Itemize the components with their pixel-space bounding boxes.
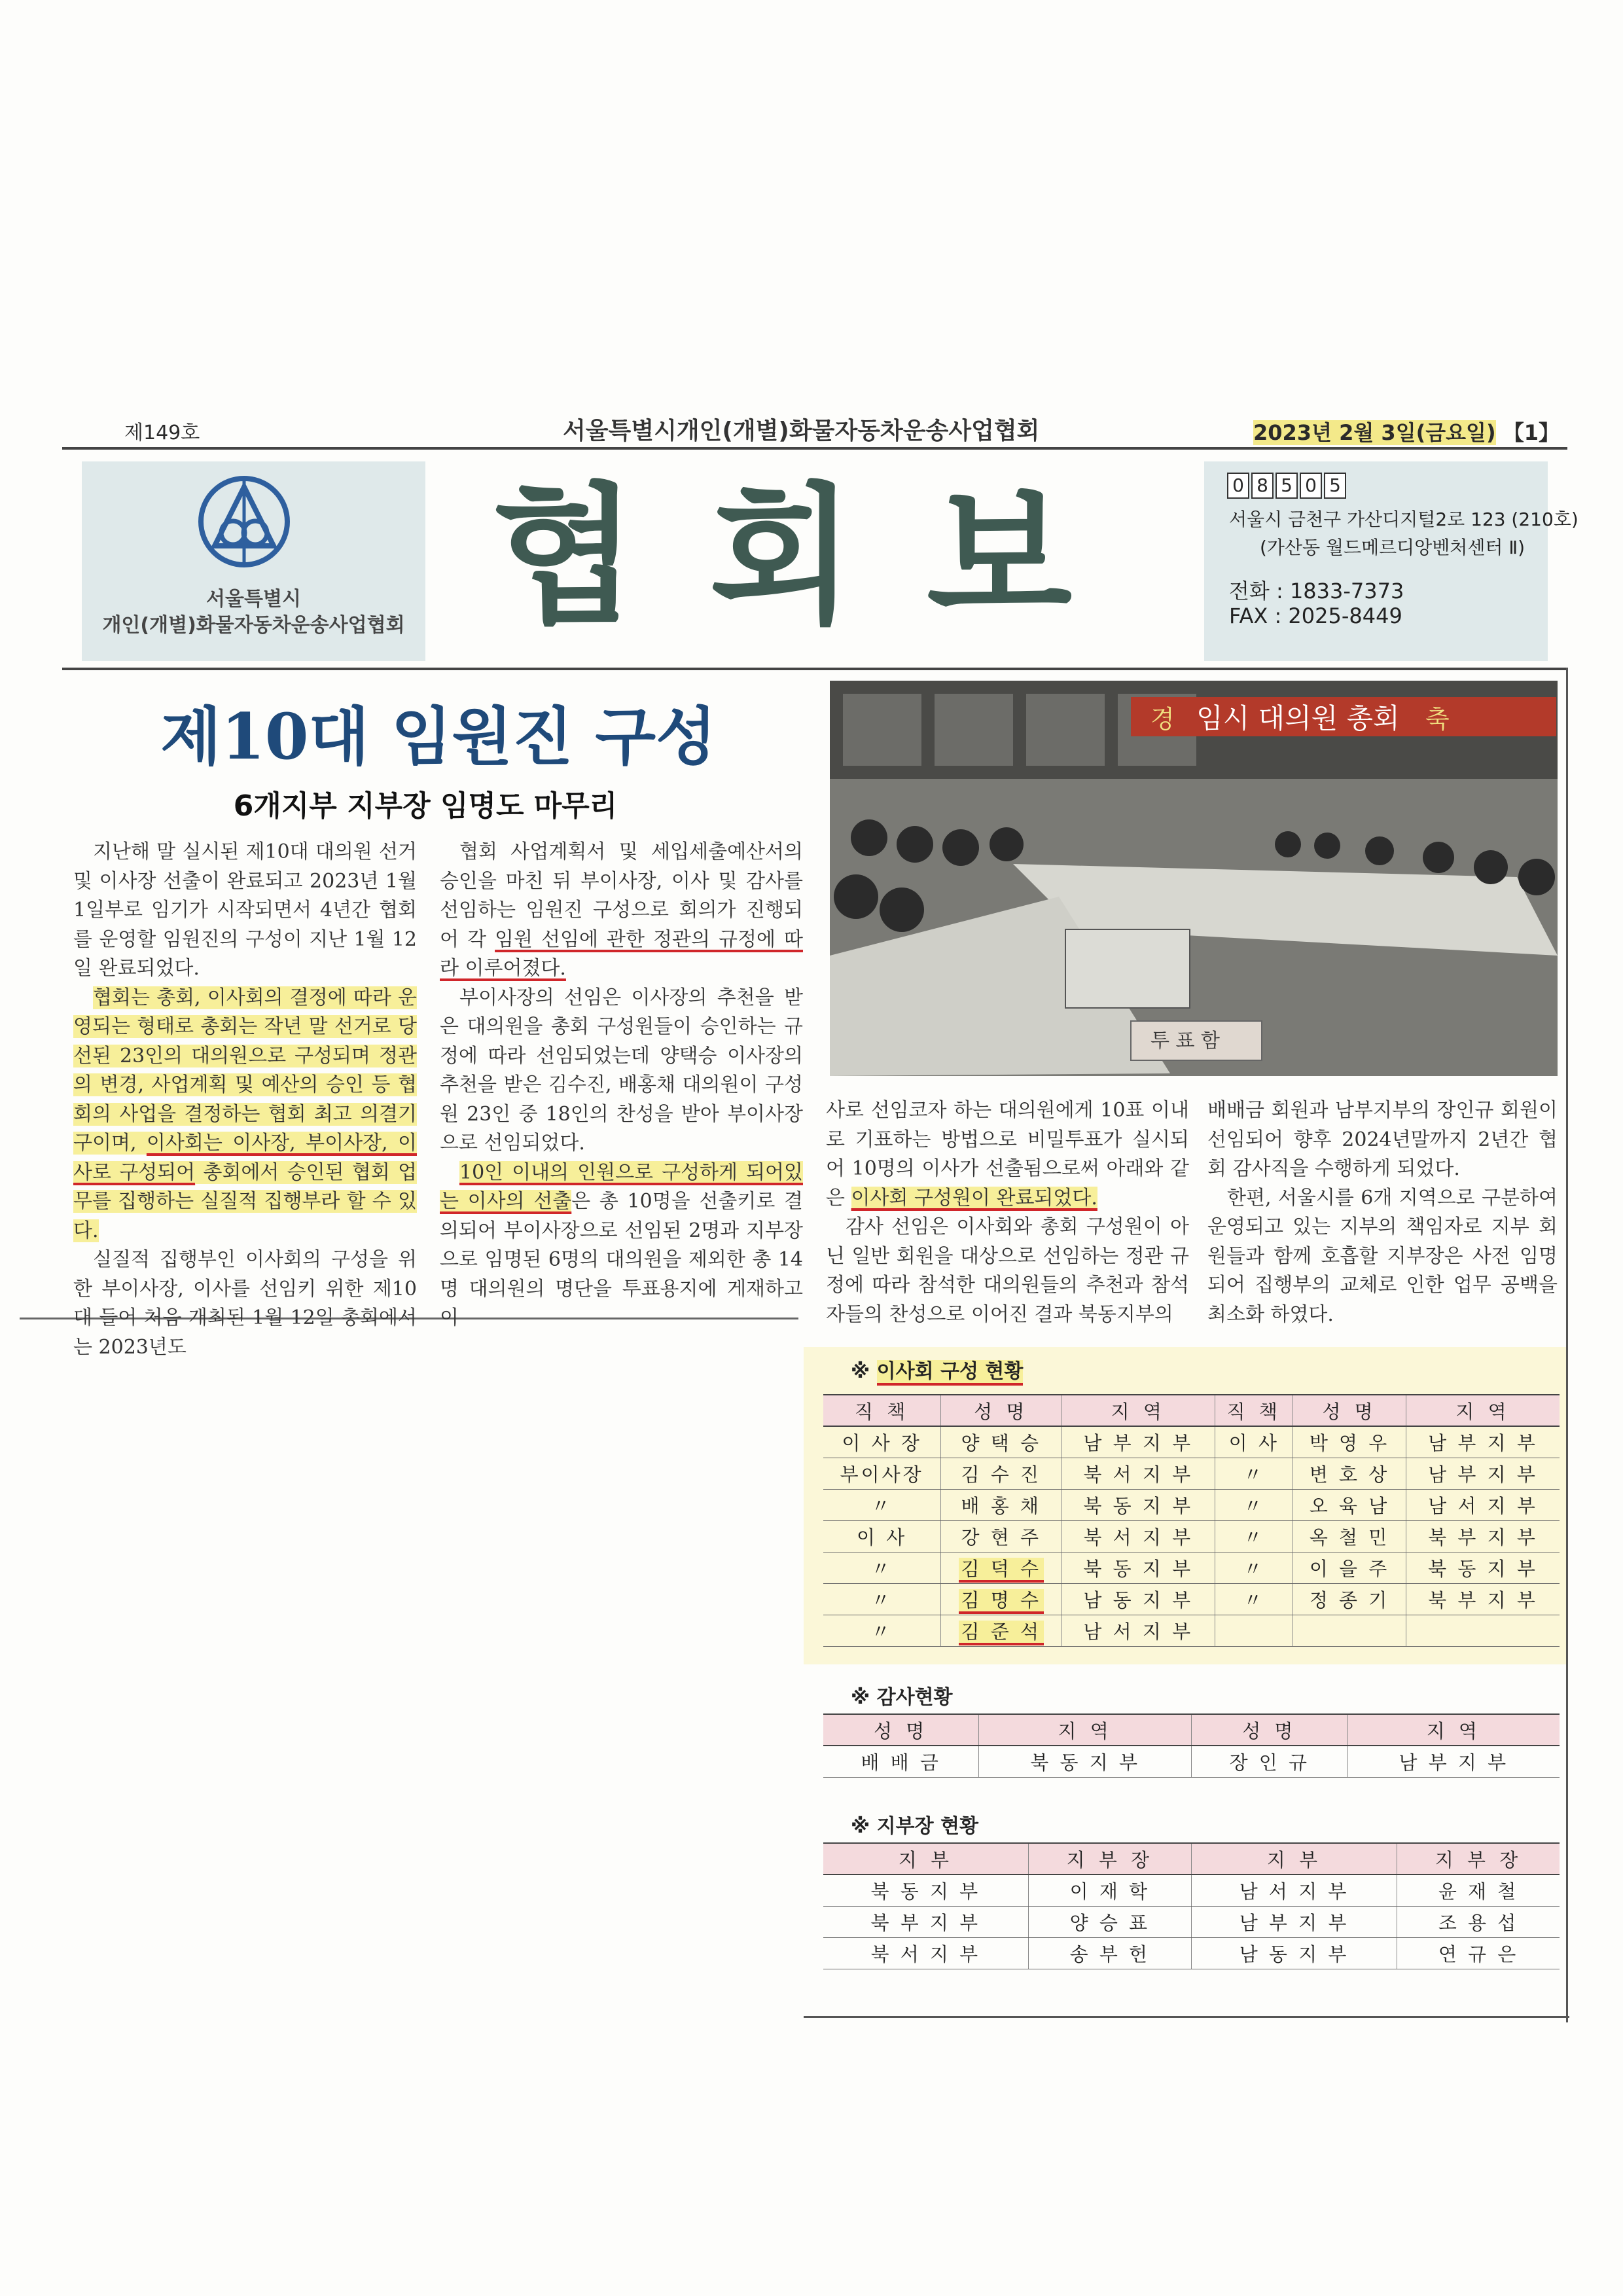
zip-code (1227, 473, 1346, 499)
audit-table-title: ※ 감사현황 (851, 1686, 953, 1709)
cell: 〃 (1215, 1521, 1293, 1552)
logo-caption-line1: 서울특별시 (206, 588, 301, 611)
top-rule (62, 447, 1567, 450)
title-prefix: ※ (851, 1360, 877, 1383)
cell: 북 동 지 부 (1061, 1552, 1215, 1584)
cell: 남 부 지 부 (1061, 1426, 1215, 1458)
cell: 남 부 지 부 (1406, 1458, 1560, 1490)
publisher-name: 서울특별시개인(개별)화물자동차운송사업협회 (563, 418, 1040, 444)
paragraph (440, 838, 803, 984)
paragraph: 부이사장의 선임은 이사장의 추천을 받은 대의원을 총회 구성원들이 승인하는 규정에 따라 선임되었는데 양택승 이사장의 추천을 받은 김수진, 배홍채 대의원이 구성원 23인 중 18인의 찬성을 받아 부이사장으로 선임되었다. (440, 986, 803, 1155)
paragraph: 지난해 말 실시된 제10대 대의원 선거 및 이사장 선출이 완료되고 2023년 1월 1일부로 임기가 시작되면서 4년간 협회를 운영할 임원진의 구성이 지난 1월 12일 완료되었다. (73, 840, 417, 980)
masthead-rule (62, 668, 1567, 670)
page-number: 【1】 (1503, 420, 1560, 445)
underlined-text: 이사회는 이사장, 부이사장, 이사로 구성되어 (73, 1132, 417, 1184)
cell: 북 동 지 부 (1061, 1490, 1215, 1521)
zip-digit: 0 (1300, 473, 1322, 499)
cell: 〃 (823, 1490, 941, 1521)
cell: 북 서 지 부 (1061, 1458, 1215, 1490)
col-header: 지 역 (1061, 1395, 1215, 1426)
article-column-2 (440, 838, 803, 1333)
cell: 이 사 장 (823, 1426, 941, 1458)
col-header: 직 책 (1215, 1395, 1293, 1426)
cell: 〃 (1215, 1552, 1293, 1584)
paragraph: 실질적 집행부인 이사회의 구성을 위한 부이사장, 이사를 선임키 위한 제10대 들어 처음 개최된 1월 12일 총회에서는 2023년도 (73, 1248, 417, 1359)
article-column-3 (826, 1096, 1189, 1329)
cell: 북 동 지 부 (979, 1746, 1192, 1778)
cell: 〃 (823, 1615, 941, 1647)
cell: 남 서 지 부 (1406, 1490, 1560, 1521)
table-header-row (823, 1714, 1560, 1746)
underlined-name: 김 준 석 (959, 1621, 1044, 1645)
cell: 이 사 (1215, 1426, 1293, 1458)
banner-left-char: 경 (1150, 705, 1175, 734)
table-row (823, 1874, 1560, 1907)
cell: 〃 (1215, 1490, 1293, 1521)
cell: 〃 (823, 1552, 941, 1584)
col-header: 지 역 (979, 1714, 1192, 1746)
banner-text: 임시 대의원 총회 (1196, 702, 1400, 734)
association-logo-icon (195, 473, 293, 571)
col-header: 성 명 (1191, 1714, 1347, 1746)
cell: 북 동 지 부 (823, 1874, 1028, 1907)
logo-caption-line2: 개인(개별)화물자동차운송사업협회 (102, 614, 405, 637)
right-column-rule (1566, 668, 1568, 2022)
col-header: 성 명 (1293, 1395, 1406, 1426)
cell: 배 홍 채 (941, 1490, 1061, 1521)
cell: 연 규 은 (1397, 1938, 1560, 1969)
table-header-row (823, 1843, 1560, 1874)
paragraph-text: 은 총 10명을 선출키로 결의되어 부이사장으로 선임된 2명과 지부장으로 임명된 6명의 대의원을 제외한 총 14명 대의원의 명단을 투표용지에 게재하고 이 (440, 1190, 804, 1329)
table-row (823, 1458, 1560, 1490)
cell: 강 현 주 (941, 1521, 1061, 1552)
highlighted-text: 협회는 총회, 이사회의 결정에 따라 운영되는 형태로 총회는 작년 말 선거로 당선된 23인의 대의원으로 구성되며 정관의 변경, 사업계획 및 예산의 승인 등 협회의 사업을 결정하는 협회 최고 의결기구이며, (73, 986, 417, 1155)
board-table (823, 1394, 1560, 1647)
col-header: 지 부 장 (1028, 1843, 1191, 1874)
cell: 북 부 지 부 (823, 1907, 1028, 1938)
highlighted-text: 총회에서 승인된 협회 업무를 집행하는 실질적 집행부라 할 수 있다. (73, 1160, 418, 1242)
cell: 북 동 지 부 (1406, 1552, 1560, 1584)
table-row (823, 1746, 1560, 1778)
cell: 배 배 금 (823, 1746, 979, 1778)
cell (1406, 1615, 1560, 1647)
address-line1: 서울시 금천구 가산디지털2로 123 (210호) (1229, 509, 1578, 530)
cell (1293, 1615, 1406, 1647)
cell: 양 택 승 (941, 1426, 1061, 1458)
table-header-row (823, 1395, 1560, 1426)
date-text: 2023년 2월 3일(금요일) (1253, 420, 1496, 445)
phone-number: 전화 : 1833-7373 (1229, 579, 1404, 603)
branch-table-title: ※ 지부장 현황 (851, 1815, 978, 1838)
cell: 북 서 지 부 (1061, 1521, 1215, 1552)
underlined-text: 이사회 구성원이 완료되었다. (851, 1186, 1097, 1210)
cell: 북 부 지 부 (1406, 1584, 1560, 1615)
col-header: 지 부 (823, 1843, 1028, 1874)
table-row (823, 1938, 1560, 1969)
paragraph: 배배금 회원과 남부지부의 장인규 회원이 선임되어 향후 2024년말까지 2년간 협회 감사직을 수행하게 되었다. (1207, 1099, 1558, 1180)
underlined-name: 김 명 수 (959, 1589, 1044, 1614)
table-row (823, 1490, 1560, 1521)
paragraph-text: 협회 사업계획서 및 세입세출예산서의 승인을 마친 뒤 부이사장, 이사 및 감사를 선임하는 임원진 구성으로 회의가 진행되어 각 (440, 840, 803, 951)
cell: 남 부 지 부 (1191, 1907, 1397, 1938)
meeting-photo (830, 681, 1558, 1076)
cell: 변 호 상 (1293, 1458, 1406, 1490)
banner-right-char: 축 (1425, 705, 1450, 734)
board-table-title (851, 1355, 1023, 1384)
cell: 남 서 지 부 (1191, 1874, 1397, 1907)
cell: 장 인 규 (1191, 1746, 1347, 1778)
cell: 정 종 기 (1293, 1584, 1406, 1615)
tables-bottom-rule (804, 2016, 1569, 2018)
cell: 남 부 지 부 (1406, 1426, 1560, 1458)
col-header: 지 역 (1347, 1714, 1560, 1746)
cell: 〃 (823, 1584, 941, 1615)
cell (941, 1552, 1061, 1584)
cell: 송 부 헌 (1028, 1938, 1191, 1969)
cell: 이 재 학 (1028, 1874, 1191, 1907)
cell: 〃 (1215, 1458, 1293, 1490)
cell (941, 1584, 1061, 1615)
cell: 남 동 지 부 (1191, 1938, 1397, 1969)
cell: 북 부 지 부 (1406, 1521, 1560, 1552)
title-text: 이사회 구성 현황 (877, 1360, 1024, 1386)
publication-date (1253, 416, 1560, 446)
address-line2: (가산동 월드메르디앙벤처센터 Ⅱ) (1260, 537, 1525, 558)
cell: 남 서 지 부 (1061, 1615, 1215, 1647)
zip-digit: 0 (1227, 473, 1249, 499)
paragraph (826, 1096, 1189, 1213)
cell: 조 용 섭 (1397, 1907, 1560, 1938)
issue-number: 제149호 (124, 422, 200, 444)
col-header: 성 명 (941, 1395, 1061, 1426)
cell: 윤 재 철 (1397, 1874, 1560, 1907)
col-header: 지 역 (1406, 1395, 1560, 1426)
underlined-text: 10인 이내의 인원으로 구성하게 되어있는 이사의 선출 (440, 1160, 803, 1213)
table-row (823, 1907, 1560, 1938)
paragraph: 감사 선임은 이사회와 총회 구성원이 아닌 일반 회원을 대상으로 선임하는 정관 규정에 따라 참석한 대의원들의 추천과 참석자들의 찬성으로 이어진 결과 북동지부의 (826, 1215, 1189, 1326)
cell: 〃 (1215, 1584, 1293, 1615)
underlined-text: 임원 선임에 관한 정관의 규정에 따라 이루어졌다. (440, 927, 803, 980)
article-headline: 제10대 임원진 구성 (160, 700, 717, 774)
col-header: 지 부 (1191, 1843, 1397, 1874)
cell: 박 영 우 (1293, 1426, 1406, 1458)
cell: 부이사장 (823, 1458, 941, 1490)
article-column-1 (73, 838, 417, 1362)
cell: 오 육 남 (1293, 1490, 1406, 1521)
cell: 이 을 주 (1293, 1552, 1406, 1584)
newspaper-title: 협회보 (491, 468, 1145, 645)
article-column-4 (1207, 1096, 1558, 1329)
underlined-name: 김 덕 수 (959, 1558, 1044, 1583)
ballot-box (1065, 929, 1190, 1008)
cell: 김 수 진 (941, 1458, 1061, 1490)
branch-table (823, 1842, 1560, 1969)
cell: 북 서 지 부 (823, 1938, 1028, 1969)
cell (1215, 1615, 1293, 1647)
col-header: 직 책 (823, 1395, 941, 1426)
zip-digit: 5 (1275, 473, 1298, 499)
paragraph: 한편, 서울시를 6개 지역으로 구분하여 운영되고 있는 지부의 책임자로 지부 회원들과 함께 호흡할 지부장은 사전 임명되어 집행부의 교체로 인한 업무 공백을 최소화 하였다. (1207, 1186, 1558, 1326)
paragraph-text: 사로 선임코자 하는 대의원에게 10표 이내로 기표하는 방법으로 비밀투표가 실시되어 10명의 이사가 선출됨으로써 아래와 같은 (826, 1099, 1189, 1210)
ballot-box-label: 투 표 함 (1150, 1030, 1221, 1052)
col-header: 성 명 (823, 1714, 979, 1746)
cell: 남 동 지 부 (1061, 1584, 1215, 1615)
cell: 남 부 지 부 (1347, 1746, 1560, 1778)
audit-table (823, 1713, 1560, 1778)
cell (941, 1615, 1061, 1647)
article-subhead: 6개지부 지부장 임명도 마무리 (233, 789, 618, 823)
table-row (823, 1584, 1560, 1615)
zip-digit: 8 (1251, 473, 1274, 499)
paragraph (73, 984, 417, 1246)
cell: 이 사 (823, 1521, 941, 1552)
table-row (823, 1521, 1560, 1552)
table-row (823, 1426, 1560, 1458)
zip-digit: 5 (1324, 473, 1346, 499)
table-row (823, 1552, 1560, 1584)
paragraph (440, 1158, 803, 1333)
fax-number: FAX : 2025-8449 (1229, 603, 1402, 628)
cell: 양 승 표 (1028, 1907, 1191, 1938)
table-row (823, 1615, 1560, 1647)
cell: 옥 철 민 (1293, 1521, 1406, 1552)
col-header: 지 부 장 (1397, 1843, 1560, 1874)
